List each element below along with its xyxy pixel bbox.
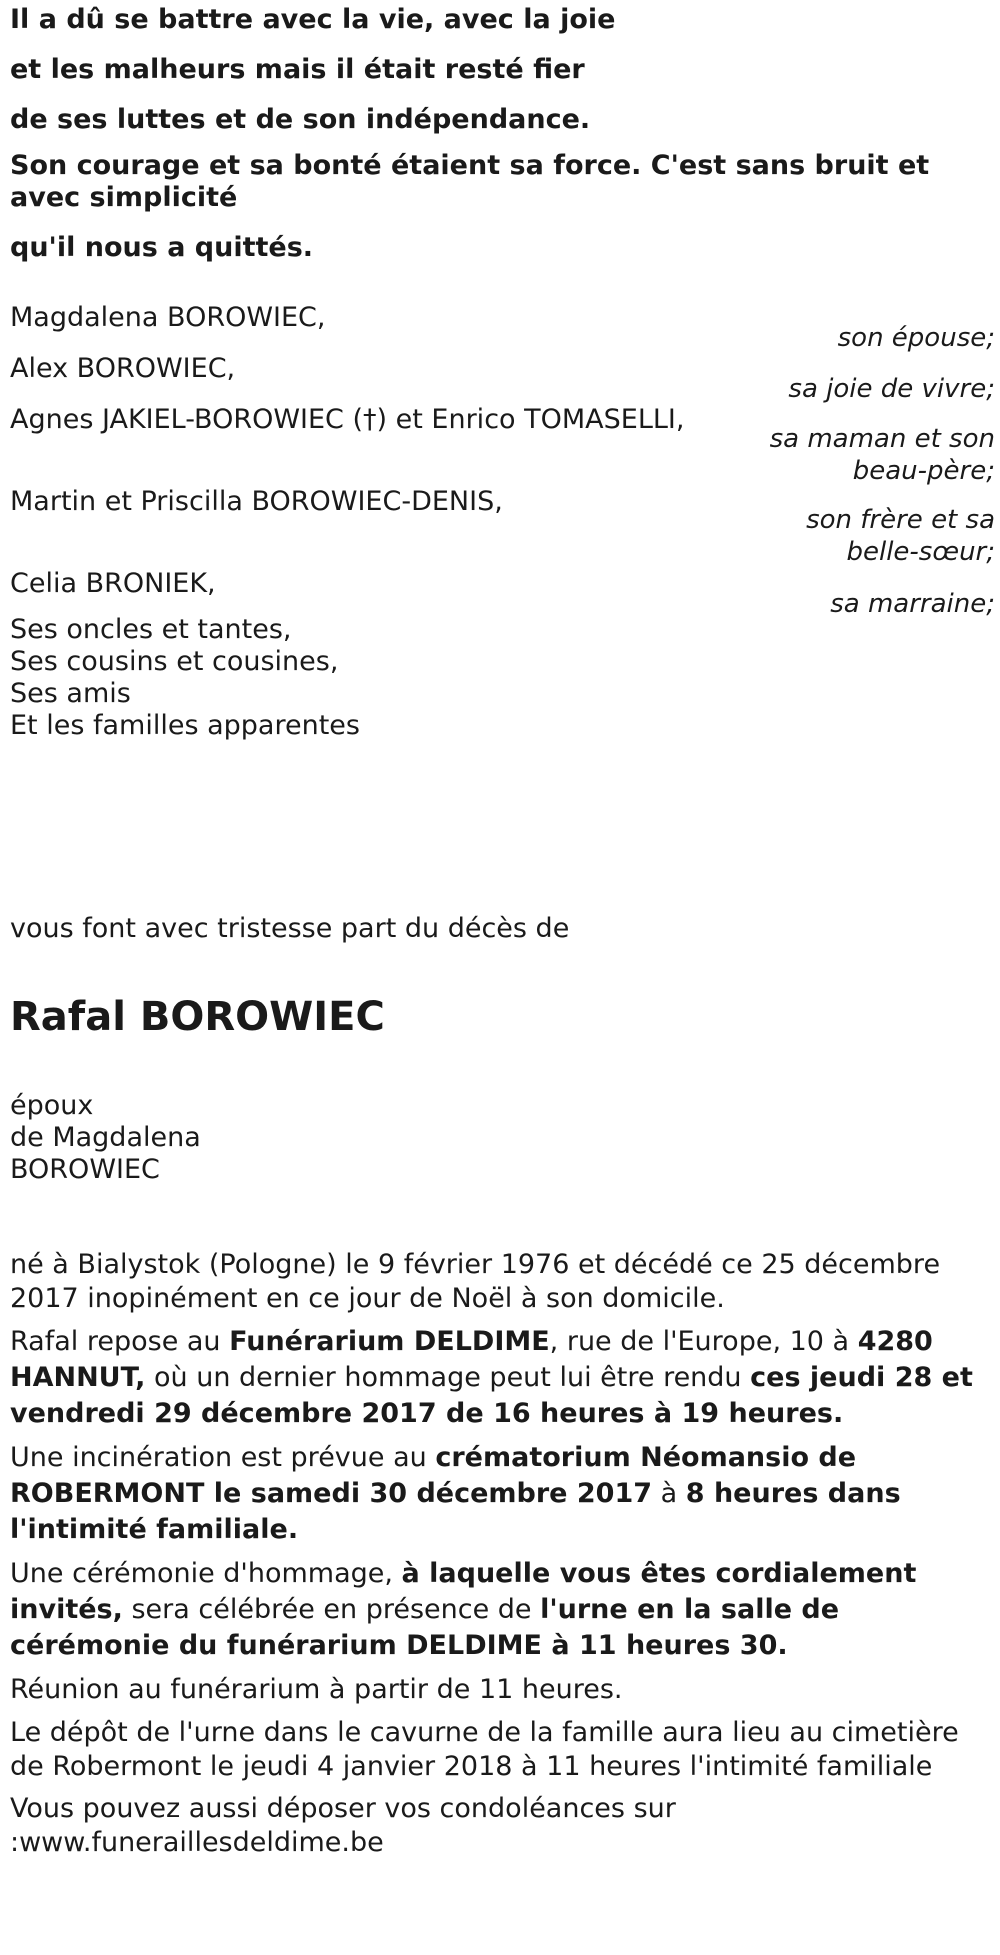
family-member-relation: son épouse; xyxy=(837,323,995,353)
family-member-name: Celia BRONIEK, xyxy=(10,568,216,599)
text-run-bold: ces jeudi 28 et vendredi 29 décembre 2017 de 16 heures à 19 heures. xyxy=(10,1362,973,1429)
extended-family-line: Ses amis xyxy=(10,678,131,709)
poem-line: et les malheurs mais il était resté fier xyxy=(10,54,585,85)
obituary-details xyxy=(10,1248,995,1868)
extended-family-line: Ses cousins et cousines, xyxy=(10,646,339,677)
poem-line: Son courage et sa bonté étaient sa force. C'est sans bruit et avec simplicité xyxy=(10,150,930,213)
text-run-bold: 8 heures dans l'intimité familiale. xyxy=(10,1478,901,1545)
family-member-relation: sa marraine; xyxy=(830,589,995,619)
relation-line: belle-sœur; xyxy=(846,537,995,567)
family-member-relation xyxy=(806,503,995,569)
family-member-name: Agnes JAKIEL-BOROWIEC (†) et Enrico TOMASELLI, xyxy=(10,404,685,435)
family-member-relation: sa joie de vivre; xyxy=(788,374,995,404)
text-run-bold: Funérarium DELDIME xyxy=(229,1326,550,1357)
text-run: , rue de l'Europe, 10 à xyxy=(549,1326,858,1357)
text-run: sera célébrée en présence de xyxy=(122,1594,541,1625)
family-member-name: Martin et Priscilla BOROWIEC-DENIS, xyxy=(10,486,503,517)
relation-line: beau-père; xyxy=(852,456,995,486)
poem-line: de ses luttes et de son indépendance. xyxy=(10,104,591,135)
reunion-paragraph: Réunion au funérarium à partir de 11 heures. xyxy=(10,1674,623,1705)
text-run-bold: 4280 HANNUT, xyxy=(10,1326,933,1393)
text-run-bold: crématorium Néomansio de ROBERMONT le samedi 30 décembre 2017 xyxy=(10,1442,857,1509)
spouse-line: époux xyxy=(10,1090,94,1121)
text-run-bold: à laquelle vous êtes cordialement invités, xyxy=(10,1558,917,1625)
text-run: Rafal repose au xyxy=(10,1326,230,1357)
opening-poem xyxy=(10,0,995,268)
poem-line: Il a dû se battre avec la vie, avec la joie xyxy=(10,4,616,35)
extended-family-line: Et les familles apparentes xyxy=(10,710,360,741)
text-run: Une incinération est prévue au xyxy=(10,1442,436,1473)
cremation-paragraph xyxy=(10,1440,995,1548)
spouse-line: de Magdalena xyxy=(10,1122,201,1153)
family-member-name: Alex BOROWIEC, xyxy=(10,353,236,384)
family-member-relation xyxy=(770,422,995,488)
extended-family xyxy=(10,614,360,742)
text-run-bold: l'urne en la salle de cérémonie du funérarium DELDIME à 11 heures 30. xyxy=(10,1594,840,1661)
obituary-page xyxy=(10,0,995,1858)
spouse-info xyxy=(10,1090,201,1186)
burial-paragraph: Le dépôt de l'urne dans le cavurne de la famille aura lieu au cimetière de Robermont le jeudi 4 janvier 2018 à 11 heures l'intimité familiale xyxy=(10,1717,959,1782)
family-list xyxy=(10,301,995,849)
text-run: Une cérémonie d'hommage, xyxy=(10,1558,402,1589)
condolences-paragraph xyxy=(10,1792,995,1860)
birth-death-paragraph: né à Bialystok (Pologne) le 9 février 1976 et décédé ce 25 décembre 2017 inopinément en ce jour de Noël à son domicile. xyxy=(10,1249,941,1314)
announcement-line: vous font avec tristesse part du décès de xyxy=(10,913,570,944)
condolences-line: Vous pouvez aussi déposer vos condoléances sur xyxy=(10,1793,676,1824)
extended-family-line: Ses oncles et tantes, xyxy=(10,614,292,645)
relation-line: son frère et sa xyxy=(806,505,995,535)
deceased-name: Rafal BOROWIEC xyxy=(10,994,385,1040)
family-member-name: Magdalena BOROWIEC, xyxy=(10,302,326,333)
text-run: à xyxy=(652,1478,686,1509)
spouse-line: BOROWIEC xyxy=(10,1154,160,1185)
condolences-link[interactable]: :www.funeraillesdeldime.be xyxy=(10,1827,384,1858)
visitation-paragraph xyxy=(10,1324,995,1432)
ceremony-paragraph xyxy=(10,1556,995,1664)
text-run: où un dernier hommage peut lui être rendu xyxy=(145,1362,751,1393)
relation-line: sa maman et son xyxy=(769,424,995,454)
poem-line: qu'il nous a quittés. xyxy=(10,232,314,263)
